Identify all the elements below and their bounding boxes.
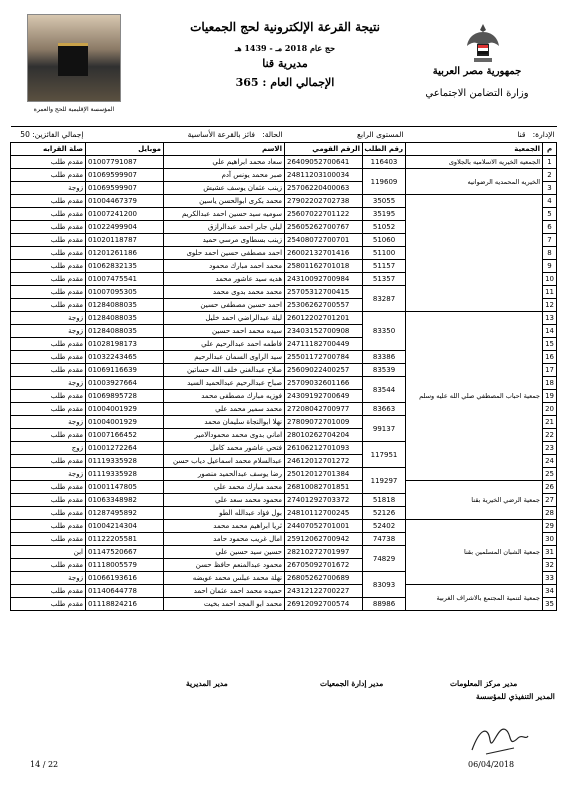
results-table	[10, 126, 557, 611]
request-number: 99137	[363, 416, 406, 442]
mobile-number: 01122205581	[86, 533, 164, 546]
table-row	[11, 169, 557, 182]
meta-row	[11, 127, 557, 143]
request-number: 119297	[363, 468, 406, 494]
mobile-number: 01004001929	[86, 403, 164, 416]
row-number: 29	[543, 520, 557, 533]
relation: مقدم طلب	[11, 260, 86, 273]
page-number: 14 / 22	[30, 760, 59, 769]
relation: مقدم طلب	[11, 156, 86, 169]
print-date: 06/04/2018	[468, 760, 515, 769]
relation: زوجة	[11, 468, 86, 481]
row-number: 11	[543, 286, 557, 299]
row-number: 28	[543, 507, 557, 520]
row-number: 3	[543, 182, 557, 195]
mobile-number: 01201261186	[86, 247, 164, 260]
row-number: 26	[543, 481, 557, 494]
mobile-number: 01007791087	[86, 156, 164, 169]
request-number: 52402	[363, 520, 406, 533]
relation: مقدم طلب	[11, 273, 86, 286]
row-number: 10	[543, 273, 557, 286]
relation: مقدم طلب	[11, 351, 86, 364]
request-number: 83350	[363, 312, 406, 351]
row-number: 4	[543, 195, 557, 208]
national-id: 25705312700415	[285, 286, 363, 299]
applicant-name: هديه سيد عاشور محمد	[164, 273, 285, 286]
national-id: 27208042700977	[285, 403, 363, 416]
row-number: 27	[543, 494, 557, 507]
relation: مقدم طلب	[11, 559, 86, 572]
row-number: 25	[543, 468, 557, 481]
national-id: 24310092700984	[285, 273, 363, 286]
relation: ابن	[11, 546, 86, 559]
mobile-number: 01147520667	[86, 546, 164, 559]
mobile-number: 01069599907	[86, 169, 164, 182]
row-number: 24	[543, 455, 557, 468]
national-id: 25912062700942	[285, 533, 363, 546]
applicant-name: محمد مبارك محمد علي	[164, 481, 285, 494]
applicant-name: حميده محمد احمد عثمان احمد	[164, 585, 285, 598]
request-number: 119609	[363, 169, 406, 195]
applicant-name: فاطمه احمد عبدالرحيم علي	[164, 338, 285, 351]
col-request-header: رقم الطلب	[363, 143, 406, 156]
request-number: 51100	[363, 247, 406, 260]
national-id: 24407052701001	[285, 520, 363, 533]
relation: زوجة	[11, 182, 86, 195]
status-value: فائز بالقرعة الأساسية	[187, 130, 256, 139]
applicant-name: محمد بكرى ابوالحسن ياسين	[164, 195, 285, 208]
applicant-name: سوميه سيد حسين احمد عبدالكريم	[164, 208, 285, 221]
request-number: 35055	[363, 195, 406, 208]
eagle-emblem-icon	[466, 22, 500, 64]
relation: مقدم طلب	[11, 299, 86, 312]
national-id: 26912092700574	[285, 598, 363, 611]
applicant-name: محمد محمد بدوى محمد	[164, 286, 285, 299]
row-number: 17	[543, 364, 557, 377]
request-number: 117951	[363, 442, 406, 468]
row-number: 23	[543, 442, 557, 455]
page-title: نتيجة القرعة الإلكترونية لحج الجمعيات	[190, 20, 380, 34]
applicant-name: زينب عثمان يوسف عشيش	[164, 182, 285, 195]
row-number: 33	[543, 572, 557, 585]
applicant-name: نهلا ابوالنجاة سليمان محمد	[164, 416, 285, 429]
foundation-caption: المؤسسة الإقليمية للحج والعمرة	[33, 106, 115, 113]
relation: مقدم طلب	[11, 494, 86, 507]
national-id: 24612012701272	[285, 455, 363, 468]
mobile-number: 01069599907	[86, 182, 164, 195]
request-number: 74829	[363, 546, 406, 572]
col-nid-header: الرقم القومي	[285, 143, 363, 156]
relation: مقدم طلب	[11, 169, 86, 182]
applicant-name: محمود محمد سعد علي	[164, 494, 285, 507]
mobile-number: 01284088035	[86, 312, 164, 325]
table-row	[11, 156, 557, 169]
page-footer	[0, 660, 566, 800]
mobile-number: 01004467379	[86, 195, 164, 208]
relation: مقدم طلب	[11, 208, 86, 221]
national-id: 24309192700649	[285, 390, 363, 403]
relation: مقدم طلب	[11, 286, 86, 299]
mobile-number: 01007095305	[86, 286, 164, 299]
mobile-number: 01001147805	[86, 481, 164, 494]
relation: زوجة	[11, 416, 86, 429]
table-row	[11, 520, 557, 533]
row-number: 7	[543, 234, 557, 247]
page-header	[0, 0, 566, 125]
relation: زوجة	[11, 572, 86, 585]
request-number: 51357	[363, 273, 406, 286]
relation: مقدم طلب	[11, 455, 86, 468]
relation: زوجة	[11, 377, 86, 390]
relation: مقدم طلب	[11, 221, 86, 234]
request-number: 83539	[363, 364, 406, 377]
mobile-number: 01287495892	[86, 507, 164, 520]
applicant-name: محمد احمد مبارك محمود	[164, 260, 285, 273]
header-row	[11, 143, 557, 156]
row-number: 2	[543, 169, 557, 182]
applicant-name: فوزيه مبارك مصطفى محمد	[164, 390, 285, 403]
relation: مقدم طلب	[11, 390, 86, 403]
national-id: 23403152700908	[285, 325, 363, 338]
row-number: 9	[543, 260, 557, 273]
request-number: 88986	[363, 598, 406, 611]
national-id: 26409052700641	[285, 156, 363, 169]
request-number: 51060	[363, 234, 406, 247]
applicant-name: اماني بدوى محمد محمودالامير	[164, 429, 285, 442]
national-id: 25501172700784	[285, 351, 363, 364]
national-id: 28210272701997	[285, 546, 363, 559]
row-number: 22	[543, 429, 557, 442]
directorate-line: مديرية قنا	[262, 57, 308, 70]
mobile-number: 01004214304	[86, 520, 164, 533]
applicant-name: صبر محمد يونس آدم	[164, 169, 285, 182]
applicant-name: سيده محمد احمد حسين	[164, 325, 285, 338]
meta-admin	[406, 127, 557, 143]
handwritten-signature	[468, 718, 530, 758]
mobile-number: 01062832135	[86, 260, 164, 273]
table-row	[11, 312, 557, 325]
row-number: 21	[543, 416, 557, 429]
relation: مقدم طلب	[11, 598, 86, 611]
meta-winners: إجمالي الفائزين: 50	[11, 127, 86, 143]
row-number: 16	[543, 351, 557, 364]
applicant-name: محمود عبدالمنعم حافظ حسن	[164, 559, 285, 572]
row-number: 31	[543, 546, 557, 559]
applicant-name: رضا يوسف عبدالحميد منصور	[164, 468, 285, 481]
row-number: 19	[543, 390, 557, 403]
mobile-number: 01007166452	[86, 429, 164, 442]
request-number: 74738	[363, 533, 406, 546]
society-name: الخيريه المحمديه الرضوانيه	[406, 169, 543, 195]
row-number: 32	[543, 559, 557, 572]
national-id: 26805262700689	[285, 572, 363, 585]
mobile-number: 01119335928	[86, 455, 164, 468]
total-line: الإجمالي العام : 365	[235, 76, 335, 89]
row-number: 8	[543, 247, 557, 260]
row-number: 18	[543, 377, 557, 390]
national-id: 28010262704204	[285, 429, 363, 442]
executive-director-label: المدير التنفيذي للمؤسسة	[476, 692, 555, 701]
row-number: 34	[543, 585, 557, 598]
national-id: 24811203100034	[285, 169, 363, 182]
row-number: 20	[543, 403, 557, 416]
row-number: 35	[543, 598, 557, 611]
relation: مقدم طلب	[11, 234, 86, 247]
request-number: 83093	[363, 572, 406, 598]
national-id: 26705092701672	[285, 559, 363, 572]
mobile-number: 01118005579	[86, 559, 164, 572]
mobile-number: 01118824216	[86, 598, 164, 611]
request-number: 83287	[363, 286, 406, 312]
mobile-number: 01140644778	[86, 585, 164, 598]
admin-value: قنا	[517, 130, 526, 139]
mobile-number: 01001272264	[86, 442, 164, 455]
society-name: جمعية الشبان المسلمين بقنا	[406, 520, 543, 585]
national-id: 24810112700245	[285, 507, 363, 520]
relation: مقدم طلب	[11, 507, 86, 520]
applicant-name: سعاد محمد ابراهيم علي	[164, 156, 285, 169]
mobile-number: 01069895728	[86, 390, 164, 403]
request-number: 83663	[363, 403, 406, 416]
relation: مقدم طلب	[11, 338, 86, 351]
national-id: 25709032601166	[285, 377, 363, 390]
applicant-name: صلاح عبدالغني خلف الله حساتين	[164, 364, 285, 377]
ministry-line-2: وزارة التضامن الاجتماعي	[425, 88, 529, 99]
applicant-name: نهلة محمد عبلس محمد عويضه	[164, 572, 285, 585]
national-id: 27902202702738	[285, 195, 363, 208]
request-number: 51818	[363, 494, 406, 507]
national-id: 25801162701018	[285, 260, 363, 273]
applicant-name: صباح عبدالرحيم عبدالحميد السيد	[164, 377, 285, 390]
relation: مقدم طلب	[11, 195, 86, 208]
relation: مقدم طلب	[11, 481, 86, 494]
national-id: 25605262700767	[285, 221, 363, 234]
national-id: 25408072700701	[285, 234, 363, 247]
applicant-name: ثريا ابراهيم محمد محمد	[164, 520, 285, 533]
society-name: جمعية احباب المصطفي صلي الله عليه وسلم	[406, 312, 543, 481]
applicant-name: فتحي عاشور محمد كامل	[164, 442, 285, 455]
society-name: جمعية الرضي الخيرية بقنا	[406, 481, 543, 520]
col-relation-header: صلة القرابه	[11, 143, 86, 156]
request-number: 51157	[363, 260, 406, 273]
col-name-header: الاسم	[164, 143, 285, 156]
national-id: 26810082701851	[285, 481, 363, 494]
national-id: 26012202701201	[285, 312, 363, 325]
national-id: 27401292703372	[285, 494, 363, 507]
applicant-name: ليلي جابر احمد عبدالرازق	[164, 221, 285, 234]
relation: مقدم طلب	[11, 585, 86, 598]
national-id: 27809072701009	[285, 416, 363, 429]
national-id: 25306262700557	[285, 299, 363, 312]
applicant-name: زينب بسطاوى مرسي حميد	[164, 234, 285, 247]
mobile-number: 01063348982	[86, 494, 164, 507]
applicant-name: محمد سمير محمد علي	[164, 403, 285, 416]
mobile-number: 01007241200	[86, 208, 164, 221]
national-id: 24711182700449	[285, 338, 363, 351]
mobile-number: 01004001929	[86, 416, 164, 429]
meta-level: المستوى الرابع	[285, 127, 406, 143]
national-id: 25706220400063	[285, 182, 363, 195]
row-number: 15	[543, 338, 557, 351]
season-line: حج عام 2018 مـ - 1439 هـ	[234, 43, 336, 53]
mobile-number: 01003927664	[86, 377, 164, 390]
row-number: 30	[543, 533, 557, 546]
row-number: 12	[543, 299, 557, 312]
relation: زوج	[11, 442, 86, 455]
signature-directorate: مدير المديرية	[186, 679, 228, 688]
signature-societies-admin: مدير إدارة الجمعيات	[320, 679, 384, 688]
mobile-number: 01020118787	[86, 234, 164, 247]
signature-society-director: مدير مركز المعلومات	[450, 679, 518, 688]
meta-status	[86, 127, 285, 143]
row-number: 13	[543, 312, 557, 325]
applicant-name: عبدالسلام محمد اسماعيل دياب حسن	[164, 455, 285, 468]
request-number: 35195	[363, 208, 406, 221]
request-number: 116403	[363, 156, 406, 169]
applicant-name: احمد حسين مصطفى حسين	[164, 299, 285, 312]
national-id: 25012012701384	[285, 468, 363, 481]
admin-label: الإدارة:	[532, 130, 555, 139]
applicant-name: حسين سيد حسين علي	[164, 546, 285, 559]
mobile-number: 01032243465	[86, 351, 164, 364]
row-number: 1	[543, 156, 557, 169]
table-row	[11, 585, 557, 598]
mobile-number: 01069116639	[86, 364, 164, 377]
relation: مقدم طلب	[11, 364, 86, 377]
request-number: 51052	[363, 221, 406, 234]
mobile-number: 01284088035	[86, 299, 164, 312]
col-society-header: الجمعية	[406, 143, 543, 156]
col-mobile-header: موبايل	[86, 143, 164, 156]
ministry-line-1: جمهورية مصر العربية	[432, 66, 522, 77]
national-id: 26106212701093	[285, 442, 363, 455]
national-id: 25607022701122	[285, 208, 363, 221]
request-number: 83386	[363, 351, 406, 364]
relation: مقدم طلب	[11, 403, 86, 416]
applicant-name: ليلة عبدالراضي احمد خليل	[164, 312, 285, 325]
mobile-number: 01119335928	[86, 468, 164, 481]
status-label: الحالة:	[262, 130, 283, 139]
applicant-name: سيد الراوى السمان عبدالرحيم	[164, 351, 285, 364]
mobile-number: 01007475541	[86, 273, 164, 286]
relation: مقدم طلب	[11, 247, 86, 260]
kaaba-icon	[58, 43, 88, 76]
relation: زوجة	[11, 325, 86, 338]
society-name: جمعية لتنمية المجتمع بالاشراف الغربية	[406, 585, 543, 611]
foundation-logo	[27, 14, 121, 113]
mobile-number: 01284088035	[86, 325, 164, 338]
table-row	[11, 481, 557, 494]
national-id: 25609022400257	[285, 364, 363, 377]
national-id: 24312122700227	[285, 585, 363, 598]
mobile-number: 01028198173	[86, 338, 164, 351]
request-number: 52126	[363, 507, 406, 520]
relation: زوجة	[11, 312, 86, 325]
society-name	[406, 195, 543, 312]
applicant-name: احمد مصطفى حسين احمد حلوى	[164, 247, 285, 260]
relation: مقدم طلب	[11, 533, 86, 546]
row-number: 14	[543, 325, 557, 338]
applicant-name: بول فؤاد عبدالله الطو	[164, 507, 285, 520]
table-row	[11, 195, 557, 208]
col-num-header: م	[543, 143, 557, 156]
request-number: 83544	[363, 377, 406, 403]
applicant-name: محمد ابو المجد احمد بخيت	[164, 598, 285, 611]
mobile-number: 01066193616	[86, 572, 164, 585]
applicant-name: امال غريب محمود حامد	[164, 533, 285, 546]
row-number: 5	[543, 208, 557, 221]
society-name: الجمعيه الخيريه الاسلاميه بالجلاوى	[406, 156, 543, 169]
row-number: 6	[543, 221, 557, 234]
national-id: 26002132701416	[285, 247, 363, 260]
relation: مقدم طلب	[11, 429, 86, 442]
relation: مقدم طلب	[11, 520, 86, 533]
mobile-number: 01022499904	[86, 221, 164, 234]
